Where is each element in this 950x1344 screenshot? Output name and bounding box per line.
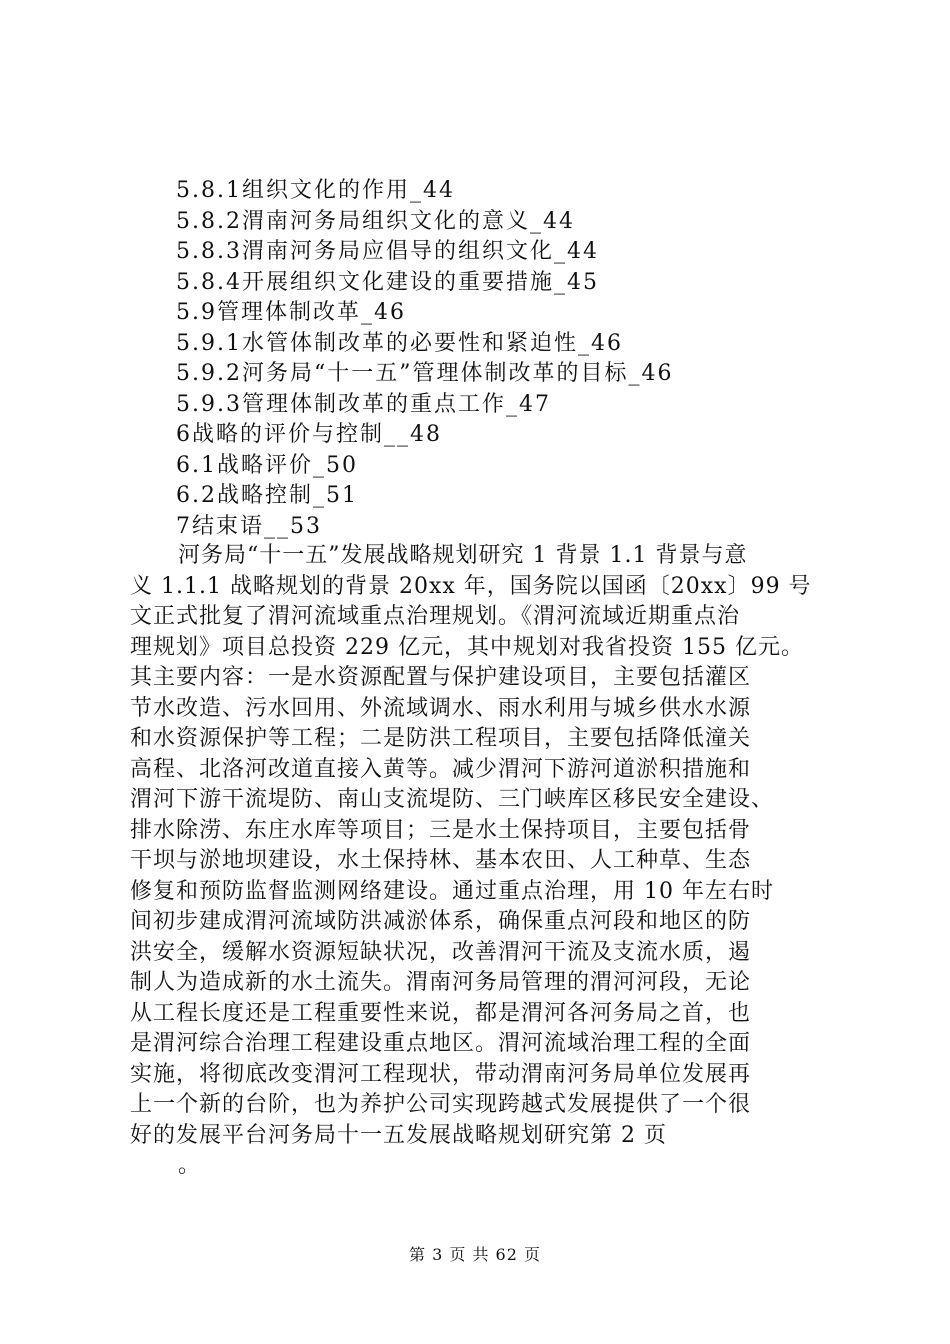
body-line: 排水除涝、东庄水库等项目；三是水土保持项目，主要包括骨 [130, 817, 752, 843]
body-line: 理规划》项目总投资 229 亿元，其中规划对我省投资 155 亿元。 [130, 634, 804, 660]
toc-entry: 5.9.2河务局“十一五”管理体制改革的目标_46 [176, 361, 674, 386]
body-line: 洪安全，缓解水资源短缺状况，改善渭河干流及支流水质，遏 [130, 939, 752, 965]
toc-entry: 5.8.2渭南河务局组织文化的意义_44 [176, 208, 575, 234]
toc-entry: 5.9管理体制改革_46 [176, 300, 406, 325]
body-line: 从工程长度还是工程重要性来说，都是渭河各河务局之首，也 [130, 1000, 752, 1026]
body-line: 上一个新的台阶，也为养护公司实现跨越式发展提供了一个很 [130, 1092, 752, 1117]
toc-entry: 6.1战略评价_50 [176, 452, 358, 478]
body-line: 文正式批复了渭河流域重点治理规划。《渭河流域近期重点治 [130, 604, 741, 629]
body-line: 修复和预防监督监测网络建设。通过重点治理，用 10 年左右时 [130, 878, 774, 904]
body-line: 间初步建成渭河流域防洪减淤体系，确保重点河段和地区的防 [130, 909, 752, 934]
body-line: 干坝与淤地坝建设，水土保持林、基本农田、人工种草、生态 [130, 848, 752, 873]
body-line: 实施，将彻底改变渭河工程现状，带动渭南河务局单位发展再 [130, 1061, 752, 1087]
toc-entry: 5.8.4开展组织文化建设的重要措施_45 [176, 269, 599, 295]
body-paragraph [130, 541, 830, 1182]
toc-entry: 6战略的评价与控制__48 [176, 422, 442, 447]
toc-entry: 6.2战略控制_51 [176, 483, 358, 508]
toc-entry: 5.9.1水管体制改革的必要性和紧迫性_46 [176, 330, 623, 356]
toc-entry: 5.8.3渭南河务局应倡导的组织文化_44 [176, 239, 599, 264]
body-line: 。 [178, 1153, 202, 1178]
body-line: 义 1.1.1 战略规划的背景 20xx 年，国务院以国函〔20xx〕99 号 [130, 573, 812, 599]
body-line: 节水改造、污水回用、外流域调水、雨水利用与城乡供水水源 [130, 695, 752, 721]
body-line: 好的发展平台河务局十一五发展战略规划研究第 2 页 [130, 1122, 667, 1148]
toc-entry: 7结束语__53 [176, 513, 322, 539]
body-line: 制人为造成新的水土流失。渭南河务局管理的渭河河段，无论 [130, 970, 752, 995]
body-line: 和水资源保护等工程；二是防洪工程项目，主要包括降低潼关 [130, 726, 752, 751]
body-line: 河务局“十一五”发展战略规划研究 1 背景 1.1 背景与意 [178, 543, 748, 568]
body-line: 其主要内容：一是水资源配置与保护建设项目，主要包括灌区 [130, 665, 752, 690]
toc-entry: 5.8.1组织文化的作用_44 [176, 178, 455, 203]
body-line: 是渭河综合治理工程建设重点地区。渭河流域治理工程的全面 [130, 1031, 752, 1056]
page-footer: 第 3 页 共 62 页 [409, 1245, 541, 1264]
body-line: 高程、北洛河改道直接入黄等。减少渭河下游河道淤积措施和 [130, 756, 752, 782]
body-line: 渭河下游干流堤防、南山支流堤防、三门峡库区移民安全建设、 [130, 787, 775, 812]
table-of-contents [176, 176, 876, 542]
toc-entry: 5.9.3管理体制改革的重点工作_47 [176, 391, 551, 417]
